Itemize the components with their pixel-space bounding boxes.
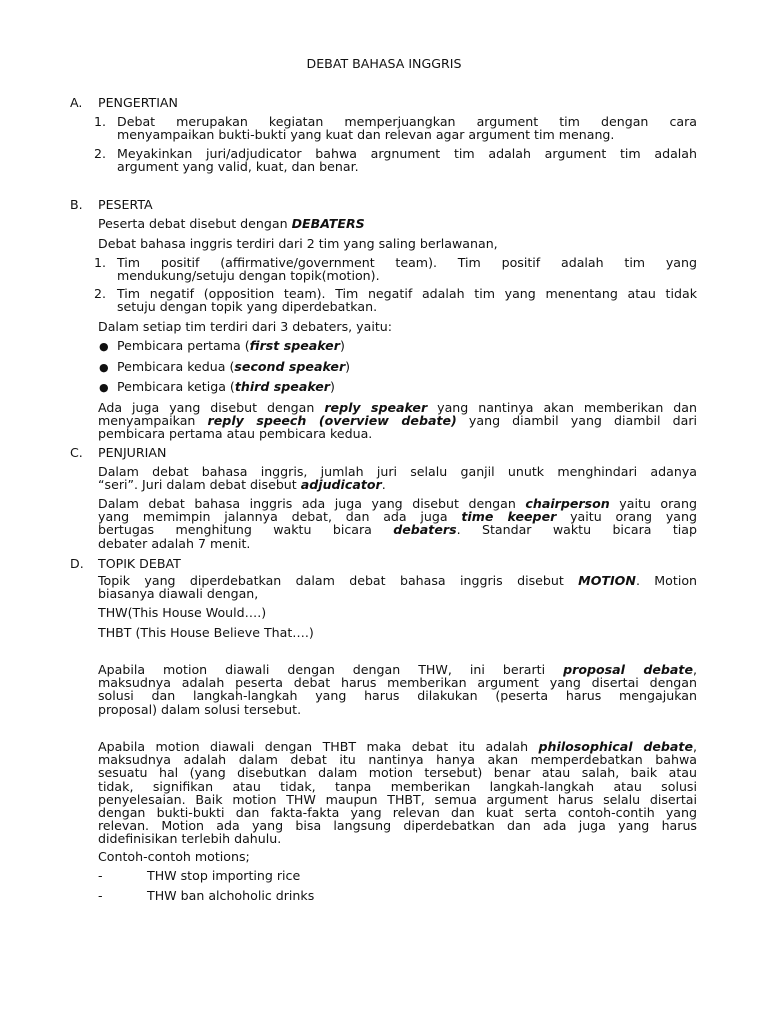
- text-line: setuju dengan topik yang diperdebatkan.: [117, 299, 378, 315]
- text-line: Tim positif (affirmative/government team). Tim positif adalah tim yang: [117, 255, 697, 270]
- bullet-icon: ●: [99, 340, 109, 353]
- text-line: mendukung/setuju dengan topik(motion).: [117, 268, 380, 284]
- paragraph: [98, 740, 697, 846]
- paragraph: [98, 574, 697, 600]
- text-run: menyampaikan: [98, 413, 208, 429]
- paragraph: Debat bahasa inggris terdiri dari 2 tim yang saling berlawanan,: [98, 236, 498, 251]
- text-run: ): [339, 338, 345, 353]
- bullet-icon: ●: [99, 381, 109, 394]
- text-line: debater adalah 7 menit.: [98, 535, 251, 551]
- text-run: ): [330, 379, 335, 394]
- text-run: .: [381, 477, 386, 493]
- text-line: Debat merupakan kegiatan memperjuangkan argument tim dengan cara: [117, 114, 697, 129]
- list-number: 1.: [94, 114, 107, 129]
- text-line: proposal) dalam solusi tersebut.: [98, 701, 302, 717]
- text-run: ,: [692, 662, 697, 677]
- paragraph: [98, 401, 697, 441]
- text-line: argument yang valid, kuat, dan benar.: [117, 159, 359, 175]
- text-run: bertugas menghitung waktu bicara: [98, 522, 394, 538]
- text-run: yang diambil yang diambil dari: [456, 413, 698, 429]
- paragraph: [98, 663, 697, 716]
- paragraph: [98, 497, 697, 550]
- text-line: maksudnya adalah dalam debat itu nantinya hanya akan memperdebatkan bahwa: [98, 752, 697, 768]
- text-run: yaitu orang yang: [556, 509, 697, 525]
- emphasis: chairperson: [525, 496, 610, 511]
- section-title: PESERTA: [98, 197, 153, 212]
- emphasis: DEBATERS: [291, 216, 365, 231]
- text-line: tidak, signifikan atau tidak, tanpa memberikan langkah-langkah atau solusi: [98, 778, 697, 794]
- text-line: sesuatu hal (yang disebutkan dalam motion tersebut) benar atau salah, baik atau: [98, 765, 697, 781]
- list-item: [117, 339, 345, 352]
- text-run: Pembicara ketiga (: [117, 379, 235, 394]
- emphasis: proposal debate: [563, 662, 693, 677]
- text-run: Pembicara kedua (: [117, 359, 235, 374]
- text-run: yang memimpin jalannya debat, dan ada juga: [98, 509, 462, 525]
- section-title: TOPIK DEBAT: [98, 556, 181, 571]
- emphasis: first speaker: [249, 338, 340, 353]
- emphasis: adjudicator: [300, 477, 382, 493]
- dash-marker: -: [98, 888, 103, 903]
- section-letter: D.: [70, 556, 84, 571]
- text-line: Tim negatif (opposition team). Tim negatif adalah tim yang menentang atau tidak: [117, 286, 697, 301]
- list-item: [117, 287, 697, 313]
- text-run: Ada juga yang disebut dengan: [98, 400, 325, 415]
- paragraph: [98, 217, 697, 230]
- list-item: THW ban alchoholic drinks: [147, 888, 315, 903]
- bullet-icon: ●: [99, 361, 109, 374]
- emphasis: reply speaker: [324, 400, 428, 415]
- list-item: [117, 360, 350, 373]
- list-number: 2.: [94, 146, 107, 161]
- text-run: Dalam debat bahasa inggris ada juga yang disebut dengan: [98, 496, 526, 511]
- section-letter: A.: [70, 95, 83, 110]
- text-run: ): [345, 359, 351, 374]
- text-run: ,: [692, 739, 697, 754]
- text-run: Apabila motion diawali dengan dengan THW, ini berarti: [98, 662, 564, 677]
- text-run: . Motion: [635, 573, 697, 588]
- text-run: Pembicara pertama (: [117, 338, 250, 353]
- text-run: . Standar waktu bicara tiap: [456, 522, 697, 538]
- text-line: biasanya diawali dengan,: [98, 586, 259, 602]
- text-run: Topik yang diperdebatkan dalam debat bahasa inggris disebut: [98, 573, 579, 588]
- emphasis: second speaker: [234, 359, 346, 374]
- text-run: “seri”. Juri dalam debat disebut: [98, 477, 301, 493]
- text-line: Meyakinkan juri/adjudicator bahwa argnument tim adalah argument tim adalah: [117, 146, 697, 161]
- text-line: menyampaikan bukti-bukti yang kuat dan relevan agar argument tim menang.: [117, 127, 615, 143]
- emphasis: time keeper: [461, 509, 557, 525]
- paragraph: Dalam setiap tim terdiri dari 3 debaters, yaitu:: [98, 319, 393, 334]
- paragraph: [98, 465, 697, 491]
- section-title: PENGERTIAN: [98, 95, 178, 110]
- document-title: DEBAT BAHASA INGGRIS: [306, 56, 462, 71]
- section-letter: B.: [70, 197, 83, 212]
- paragraph: THW(This House Would….): [98, 605, 267, 620]
- text-run: Peserta debat disebut dengan: [98, 216, 292, 231]
- emphasis: MOTION: [578, 573, 636, 588]
- text-line: Dalam debat bahasa inggris, jumlah juri selalu ganjil unutk menghindari adanya: [98, 464, 697, 479]
- text-run: Apabila motion diawali dengan THBT maka debat itu adalah: [98, 739, 539, 754]
- text-line: penyelesaian. Baik motion THW maupun THBT, semua argument harus selalu disertai: [98, 791, 697, 807]
- text-line: maksudnya adalah peserta debat harus memberikan argument yang disertai dengan: [98, 675, 697, 691]
- list-item: [117, 115, 697, 141]
- emphasis: philosophical debate: [538, 739, 693, 754]
- text-line: dengan bukti-bukti dan fakta-fakta yang relevan dan kuat serta contoh-contih yang: [98, 805, 697, 821]
- list-number: 2.: [94, 286, 107, 301]
- list-item: [117, 256, 697, 282]
- emphasis: debaters: [393, 522, 457, 538]
- text-line: didefinisikan terlebih dahulu.: [98, 831, 282, 847]
- list-item: THW stop importing rice: [147, 868, 301, 883]
- paragraph: Contoh-contoh motions;: [98, 849, 250, 864]
- list-item: [117, 147, 697, 173]
- text-line: relevan. Motion ada yang bisa langsung diperdebatkan dan ada juga yang harus: [98, 818, 697, 834]
- emphasis: third speaker: [234, 379, 331, 394]
- emphasis: reply speech (overview debate): [207, 413, 457, 429]
- list-item: [117, 380, 335, 393]
- text-line: solusi dan langkah-langkah yang harus dilakukan (peserta harus mengajukan: [98, 688, 697, 704]
- section-title: PENJURIAN: [98, 445, 167, 460]
- section-letter: C.: [70, 445, 83, 460]
- list-number: 1.: [94, 255, 107, 270]
- text-line: pembicara pertama atau pembicara kedua.: [98, 426, 373, 442]
- text-run: yang nantinya akan memberikan dan: [427, 400, 697, 415]
- dash-marker: -: [98, 868, 103, 883]
- paragraph: THBT (This House Believe That….): [98, 625, 314, 640]
- text-run: yaitu orang: [609, 496, 698, 511]
